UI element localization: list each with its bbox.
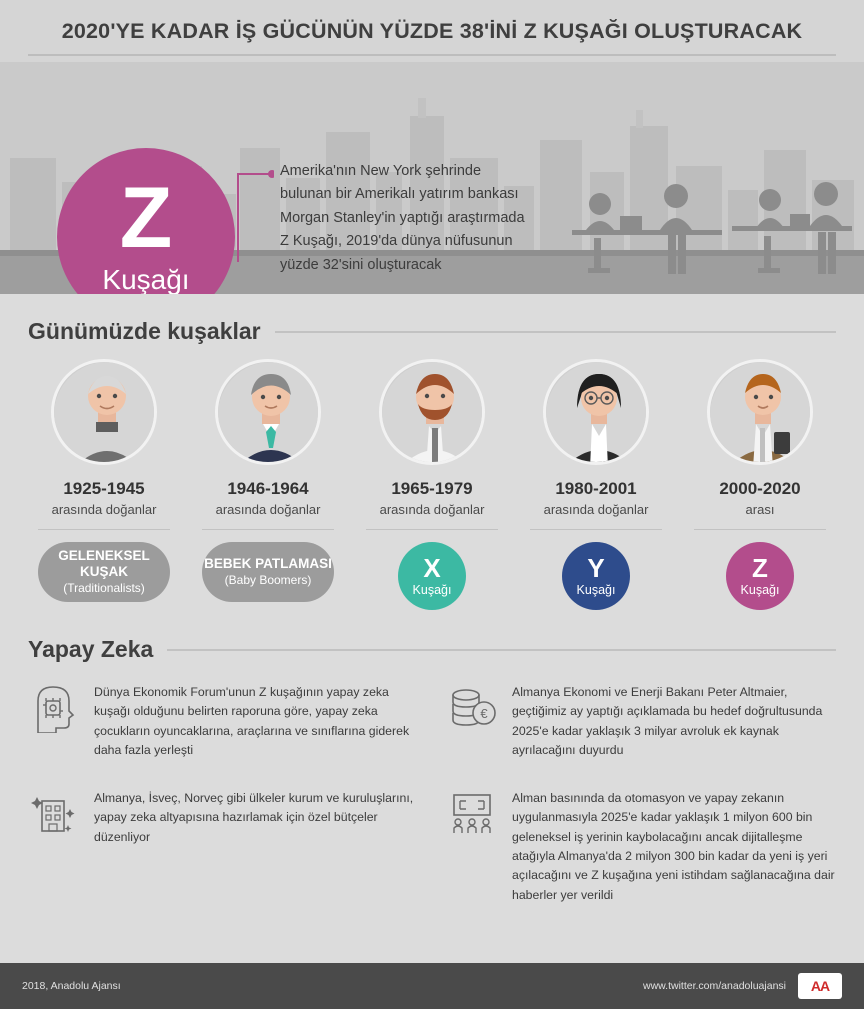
generation-badge xyxy=(562,542,630,610)
ai-item-text: Dünya Ekonomik Forum'unun Z kuşağının yapay zeka kuşağı olduğunu belirten raporuna göre, yapay zeka çocukların oyuncaklarına, araçlarına ve sınıflarına giderek daha fazla yerleşti xyxy=(94,685,410,758)
smart-building-icon xyxy=(28,787,80,839)
generation-column xyxy=(192,359,344,610)
header xyxy=(0,0,864,62)
generation-subtitle: arasında doğanlar xyxy=(215,502,321,517)
generation-subtitle: arasında doğanlar xyxy=(379,502,485,517)
ai-item-text: Almanya Ekonomi ve Enerji Bakanı Peter Altmaier, geçtiğimiz ay yaptığı açıklamada bu hedef doğrultusunda 2025'e kadar yaklaşık 3 milyar avroluk ek kaynak ayrılacağını duyurdu xyxy=(512,685,823,758)
avatar-young-man-icon xyxy=(710,362,813,465)
generation-badge-label: Y xyxy=(587,553,605,583)
generation-subtitle: arasında doğanlar xyxy=(543,502,649,517)
portrait-traditionalists xyxy=(51,359,157,465)
generation-divider xyxy=(202,529,334,530)
ai-item xyxy=(28,681,418,761)
portrait-gen-z xyxy=(707,359,813,465)
generation-divider xyxy=(38,529,170,530)
generation-badge-label: Z xyxy=(752,553,768,583)
generation-column xyxy=(28,359,180,610)
ai-items-grid xyxy=(28,681,836,905)
portrait-baby-boomers xyxy=(215,359,321,465)
hero-section xyxy=(0,62,864,294)
generation-divider xyxy=(530,529,662,530)
ai-head-icon xyxy=(28,681,80,733)
generation-years: 2000-2020 xyxy=(719,479,801,498)
ai-item xyxy=(446,787,836,906)
portrait-gen-y xyxy=(543,359,649,465)
svg-text:€: € xyxy=(480,706,488,721)
ai-title-row xyxy=(28,636,836,663)
generation-divider xyxy=(366,529,498,530)
generation-subtitle: arasında doğanlar xyxy=(51,502,157,517)
generation-column xyxy=(520,359,672,610)
ai-item-text: Alman basınında da otomasyon ve yapay zekanın uygulanmasıyla 2025'e kadar yaklaşık 1 milyon 600 bin geleneksel iş yerinin kaybolacağını ancak dijitalleşme atağıyla Almanya'da 2 milyon 300 bin kadar da yeni iş yeri açılacağını ve Z kuşağına yeni istihdam sağlanacağına dair haberler yer verildi xyxy=(512,790,835,902)
page-title: 2020'YE KADAR İŞ GÜCÜNÜN YÜZDE 38'İNİ Z KUŞAĞI OLUŞTURACAK xyxy=(61,18,803,43)
footer-right xyxy=(643,973,842,999)
generation-badge xyxy=(726,542,794,610)
generations-section xyxy=(0,294,864,614)
generations-title-rule xyxy=(275,331,836,333)
hero-paragraph: Amerika'nın New York şehrinde bulunan bir Amerikalı yatırım bankası Morgan Stanley'in yaptığı araştırmada Z Kuşağı, 2019'da dünya nüfusunun yüzde 32'sini oluşturacak xyxy=(280,163,525,273)
generations-grid xyxy=(28,359,836,610)
generation-badge xyxy=(38,542,170,602)
euro-coins-icon xyxy=(446,681,498,733)
generation-years: 1980-2001 xyxy=(555,479,637,498)
avatar-businessman-icon xyxy=(218,362,321,465)
generation-years: 1946-1964 xyxy=(227,479,309,498)
generation-badge-label: GELENEKSEL KUŞAK xyxy=(58,548,150,579)
ai-item xyxy=(446,681,836,761)
generation-badge-label: X xyxy=(423,553,441,583)
avatar-woman-icon xyxy=(546,362,649,465)
office-people-illustration xyxy=(564,182,864,294)
generation-subtitle: arası xyxy=(745,502,775,517)
aa-logo: AA xyxy=(798,973,842,999)
generation-badge-note: Kuşağı xyxy=(740,583,780,597)
generation-divider xyxy=(694,529,826,530)
avatar-elderly-man-icon xyxy=(54,362,157,465)
generation-badge-note: Kuşağı xyxy=(412,583,452,597)
z-badge-sublabel: Kuşağı xyxy=(102,263,190,294)
footer xyxy=(0,963,864,1009)
generation-badge-label: BEBEK PATLAMASI xyxy=(204,555,332,571)
generation-years: 1965-1979 xyxy=(391,479,473,498)
generations-title: Günümüzde kuşaklar xyxy=(28,318,261,344)
generation-badge xyxy=(202,542,334,602)
generation-badge xyxy=(398,542,466,610)
ai-item xyxy=(28,787,418,906)
z-badge-letter: Z xyxy=(119,170,173,267)
generation-badge-note: (Baby Boomers) xyxy=(224,573,312,588)
ai-item-text: Almanya, İsveç, Norveç gibi ülkeler kurum ve kuruluşlarını, yapay zeka altyapısına hazırlamak için özel bütçeler düzenliyor xyxy=(94,790,414,844)
ai-title: Yapay Zeka xyxy=(28,636,154,662)
generation-column xyxy=(684,359,836,610)
connector-line xyxy=(236,168,274,264)
generation-years: 1925-1945 xyxy=(63,479,145,498)
workforce-transfer-icon xyxy=(446,787,498,839)
ai-title-rule xyxy=(167,649,836,651)
generation-column xyxy=(356,359,508,610)
footer-copyright: 2018, Anadolu Ajansı xyxy=(22,980,121,992)
avatar-bearded-man-icon xyxy=(382,362,485,465)
generation-badge-note: Kuşağı xyxy=(576,583,616,597)
generation-badge-note: (Traditionalists) xyxy=(63,581,145,596)
header-divider xyxy=(28,54,836,56)
generations-title-row xyxy=(28,318,836,345)
portrait-gen-x xyxy=(379,359,485,465)
footer-twitter-link[interactable]: www.twitter.com/anadoluajansi xyxy=(643,980,786,992)
ai-section xyxy=(0,614,864,915)
